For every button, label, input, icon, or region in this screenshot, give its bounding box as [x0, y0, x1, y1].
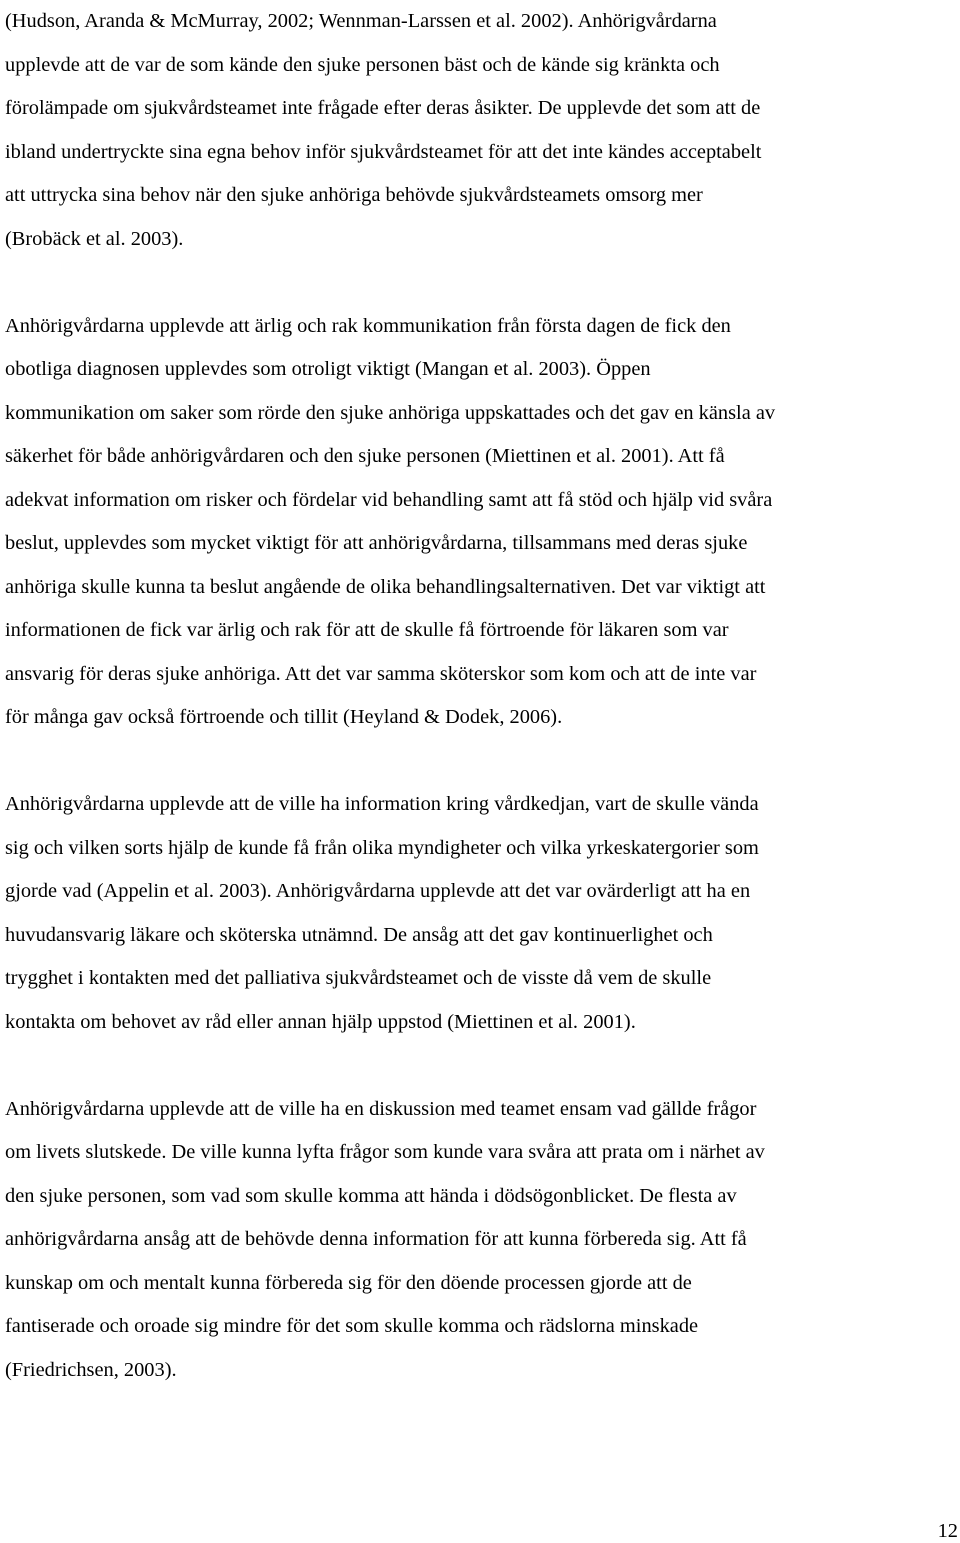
text-line: kontakta om behovet av råd eller annan hjälp uppstod (Miettinen et al. 2001). — [5, 1010, 636, 1033]
paragraph-3 — [5, 783, 960, 1044]
text-line: Anhörigvårdarna upplevde att ärlig och rak kommunikation från första dagen de fick den — [5, 314, 731, 337]
text-line: den sjuke personen, som vad som skulle komma att hända i dödsögonblicket. De flesta av — [5, 1184, 737, 1207]
text-line: gjorde vad (Appelin et al. 2003). Anhörigvårdarna upplevde att det var ovärderligt att ha en — [5, 880, 751, 902]
body-text — [5, 0, 960, 1392]
text-line: (Hudson, Aranda & McMurray, 2002; Wennman-Larssen et al. 2002). Anhörigvårdarna — [5, 10, 717, 32]
text-line: för många gav också förtroende och tillit (Heyland & Dodek, 2006). — [5, 706, 563, 728]
text-line: fantiserade och oroade sig mindre för det som skulle komma och rädslorna minskade — [5, 1315, 699, 1337]
text-line: (Friedrichsen, 2003). — [5, 1358, 177, 1381]
paragraph-4 — [5, 1088, 960, 1393]
text-line: att uttrycka sina behov när den sjuke anhöriga behövde sjukvårdsteamets omsorg mer — [5, 184, 703, 206]
text-line: anhöriga skulle kunna ta beslut angående de olika behandlingsalternativen. Det var viktigt att — [5, 575, 766, 598]
text-line: förolämpade om sjukvårdsteamet inte frågade efter deras åsikter. De upplevde det som att de — [5, 97, 761, 119]
text-line: Anhörigvårdarna upplevde att de ville ha information kring vårdkedjan, vart de skulle vända — [5, 793, 759, 815]
text-line: adekvat information om risker och fördelar vid behandling samt att få stöd och hjälp vid svåra — [5, 488, 773, 511]
text-line: informationen de fick var ärlig och rak för att de skulle få förtroende för läkaren som var — [5, 619, 729, 641]
text-line: ibland undertryckte sina egna behov inför sjukvårdsteamet för att det inte kändes acceptabelt — [5, 140, 762, 163]
text-line: kommunikation om saker som rörde den sjuke anhöriga uppskattades och det gav en känsla av — [5, 401, 776, 424]
paragraph-1 — [5, 0, 960, 261]
text-line: (Brobäck et al. 2003). — [5, 227, 184, 250]
page-number: 12 — [937, 1520, 958, 1542]
text-line: sig och vilken sorts hjälp de kunde få från olika myndigheter och vilka yrkeskatergorier som — [5, 836, 759, 859]
text-line: Anhörigvårdarna upplevde att de ville ha en diskussion med teamet ensam vad gällde frågor — [5, 1097, 757, 1120]
text-line: beslut, upplevdes som mycket viktigt för att anhörigvårdarna, tillsammans med deras sjuke — [5, 532, 748, 554]
text-line: trygghet i kontakten med det palliativa sjukvårdsteamet och de visste då vem de skulle — [5, 967, 712, 989]
text-line: om livets slutskede. De ville kunna lyfta frågor som kunde vara svåra att prata om i närhet av — [5, 1141, 765, 1163]
text-line: huvudansvarig läkare och sköterska utnämnd. De ansåg att det gav kontinuerlighet och — [5, 923, 713, 946]
paragraph-2 — [5, 305, 960, 740]
text-line: ansvarig för deras sjuke anhöriga. Att det var samma sköterskor som kom och att de inte var — [5, 662, 757, 685]
text-line: säkerhet för både anhörigvårdaren och den sjuke personen (Miettinen et al. 2001). Att få — [5, 445, 725, 467]
text-line: anhörigvårdarna ansåg att de behövde denna information för att kunna förbereda sig. Att få — [5, 1228, 747, 1250]
text-line: kunskap om och mentalt kunna förbereda sig för den döende processen gjorde att de — [5, 1271, 692, 1294]
text-line: upplevde att de var de som kände den sjuke personen bäst och de kände sig kränkta och — [5, 53, 720, 76]
text-line: obotliga diagnosen upplevdes som otroligt viktigt (Mangan et al. 2003). Öppen — [5, 358, 651, 380]
